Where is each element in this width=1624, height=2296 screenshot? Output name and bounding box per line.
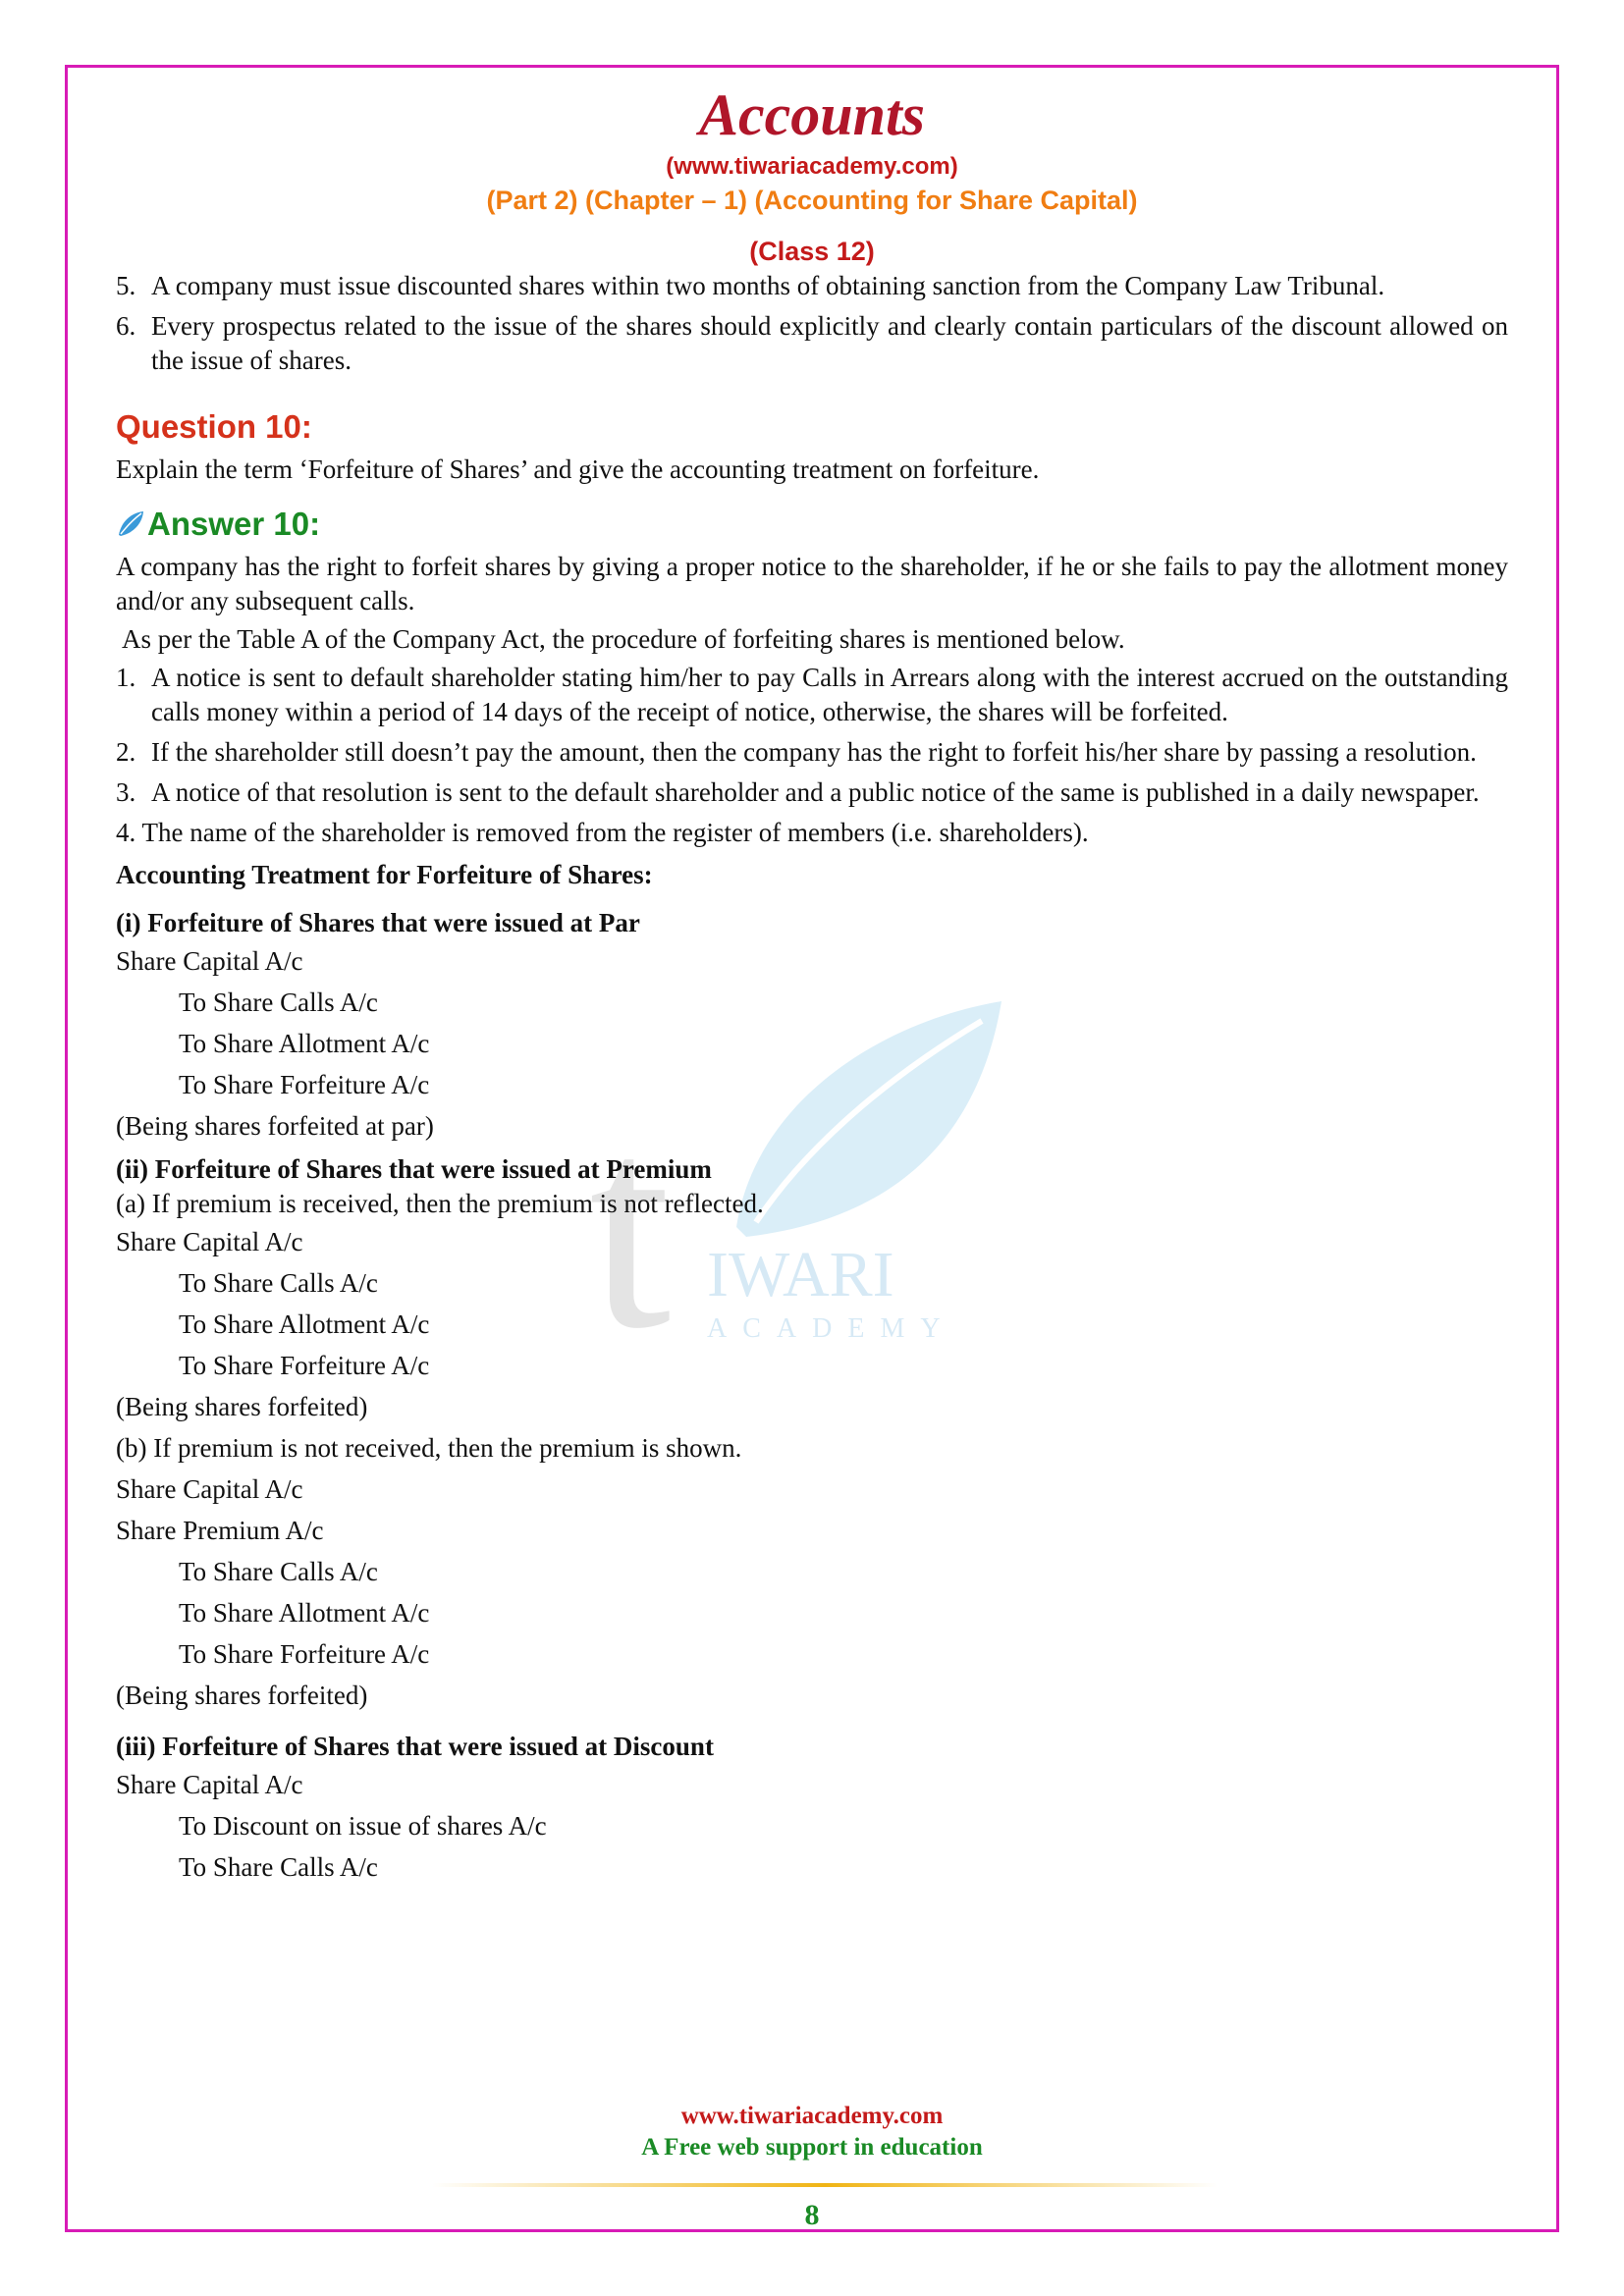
journal-credit: To Share Calls A/c	[179, 1268, 378, 1298]
journal-credit: To Share Allotment A/c	[179, 1309, 430, 1339]
journal-credit: To Share Calls A/c	[179, 988, 378, 1017]
svg-text:ACADEMY: ACADEMY	[707, 1313, 956, 1344]
page-header	[116, 79, 1508, 269]
page-title: Accounts	[698, 82, 926, 147]
page-content	[116, 79, 1508, 1888]
header-class: (Class 12)	[749, 237, 875, 266]
journal-debit: Share Capital A/c	[116, 1474, 303, 1504]
journal-credit: To Share Forfeiture A/c	[179, 1351, 430, 1380]
list-item: 6. Every prospectus related to the issue of the shares should explicitly and clearly contain particulars of the discount allowed on the issue of shares.	[116, 311, 1508, 375]
svg-text:IWARI: IWARI	[707, 1239, 894, 1310]
answer-heading: Answer 10:	[147, 506, 321, 542]
journal-credit: To Share Allotment A/c	[179, 1029, 430, 1058]
journal-credit: To Discount on issue of shares A/c	[179, 1811, 547, 1841]
par-heading: (i) Forfeiture of Shares that were issued at Par	[116, 908, 640, 937]
premium-heading: (ii) Forfeiture of Shares that were issued at Premium	[116, 1154, 712, 1184]
header-chapter: (Part 2) (Chapter – 1) (Accounting for Share Capital)	[486, 186, 1138, 215]
premium-case-b: (b) If premium is not received, then the premium is shown.	[116, 1433, 742, 1463]
svg-text:t: t	[589, 1063, 672, 1389]
answer-para-2: As per the Table A of the Company Act, the procedure of forfeiting shares is mentioned below.	[122, 624, 1125, 654]
question-text: Explain the term ‘Forfeiture of Shares’ and give the accounting treatment on forfeiture.	[116, 454, 1040, 484]
journal-credit: To Share Calls A/c	[179, 1852, 378, 1882]
list-item: 2. If the shareholder still doesn’t pay the amount, then the company has the right to forfeit his/her share by passing a resolution.	[116, 737, 1477, 767]
journal-narration: (Being shares forfeited)	[116, 1392, 368, 1421]
page-number: 8	[804, 2199, 820, 2231]
question-heading: Question 10:	[116, 408, 312, 445]
list-item: 1. A notice is sent to default shareholder stating him/her to pay Calls in Arrears along with the interest accrued on the outstanding calls money within a period of 14 days of the receipt of notice, otherwise, the shares will be forfeited.	[116, 663, 1508, 726]
premium-case-a: (a) If premium is received, then the premium is not reflected.	[116, 1189, 764, 1218]
procedure-step-4: 4. The name of the shareholder is removed from the register of members (i.e. shareholders).	[116, 818, 1089, 847]
list-item: 5. A company must issue discounted shares within two months of obtaining sanction from the Company Law Tribunal.	[116, 271, 1385, 300]
discount-heading: (iii) Forfeiture of Shares that were issued at Discount	[116, 1732, 714, 1761]
intro-list	[116, 269, 1508, 378]
journal-credit: To Share Forfeiture A/c	[179, 1070, 430, 1099]
leaf-icon	[116, 509, 145, 539]
journal-credit: To Share Allotment A/c	[179, 1598, 430, 1628]
treatment-heading: Accounting Treatment for Forfeiture of Shares:	[116, 860, 653, 889]
footer-tagline: A Free web support in education	[641, 2134, 983, 2161]
answer-heading-row	[116, 505, 1508, 544]
journal-narration: (Being shares forfeited)	[116, 1681, 368, 1710]
journal-debit: Share Capital A/c	[116, 946, 303, 976]
journal-debit: Share Capital A/c	[116, 1227, 303, 1256]
footer-divider	[432, 2183, 1218, 2187]
footer-url: www.tiwariacademy.com	[680, 2103, 944, 2129]
header-site-url: (www.tiwariacademy.com)	[666, 153, 958, 180]
list-item: 3. A notice of that resolution is sent to the default shareholder and a public notice of the same is published in a daily newspaper.	[116, 777, 1480, 807]
journal-debit: Share Premium A/c	[116, 1516, 324, 1545]
journal-debit: Share Capital A/c	[116, 1770, 303, 1799]
answer-para-1: A company has the right to forfeit shares by giving a proper notice to the shareholder, if he or she fails to pay the allotment money and/or any subsequent calls.	[116, 552, 1508, 615]
journal-credit: To Share Forfeiture A/c	[179, 1639, 430, 1669]
procedure-list	[116, 661, 1508, 810]
journal-credit: To Share Calls A/c	[179, 1557, 378, 1586]
journal-narration: (Being shares forfeited at par)	[116, 1111, 434, 1141]
